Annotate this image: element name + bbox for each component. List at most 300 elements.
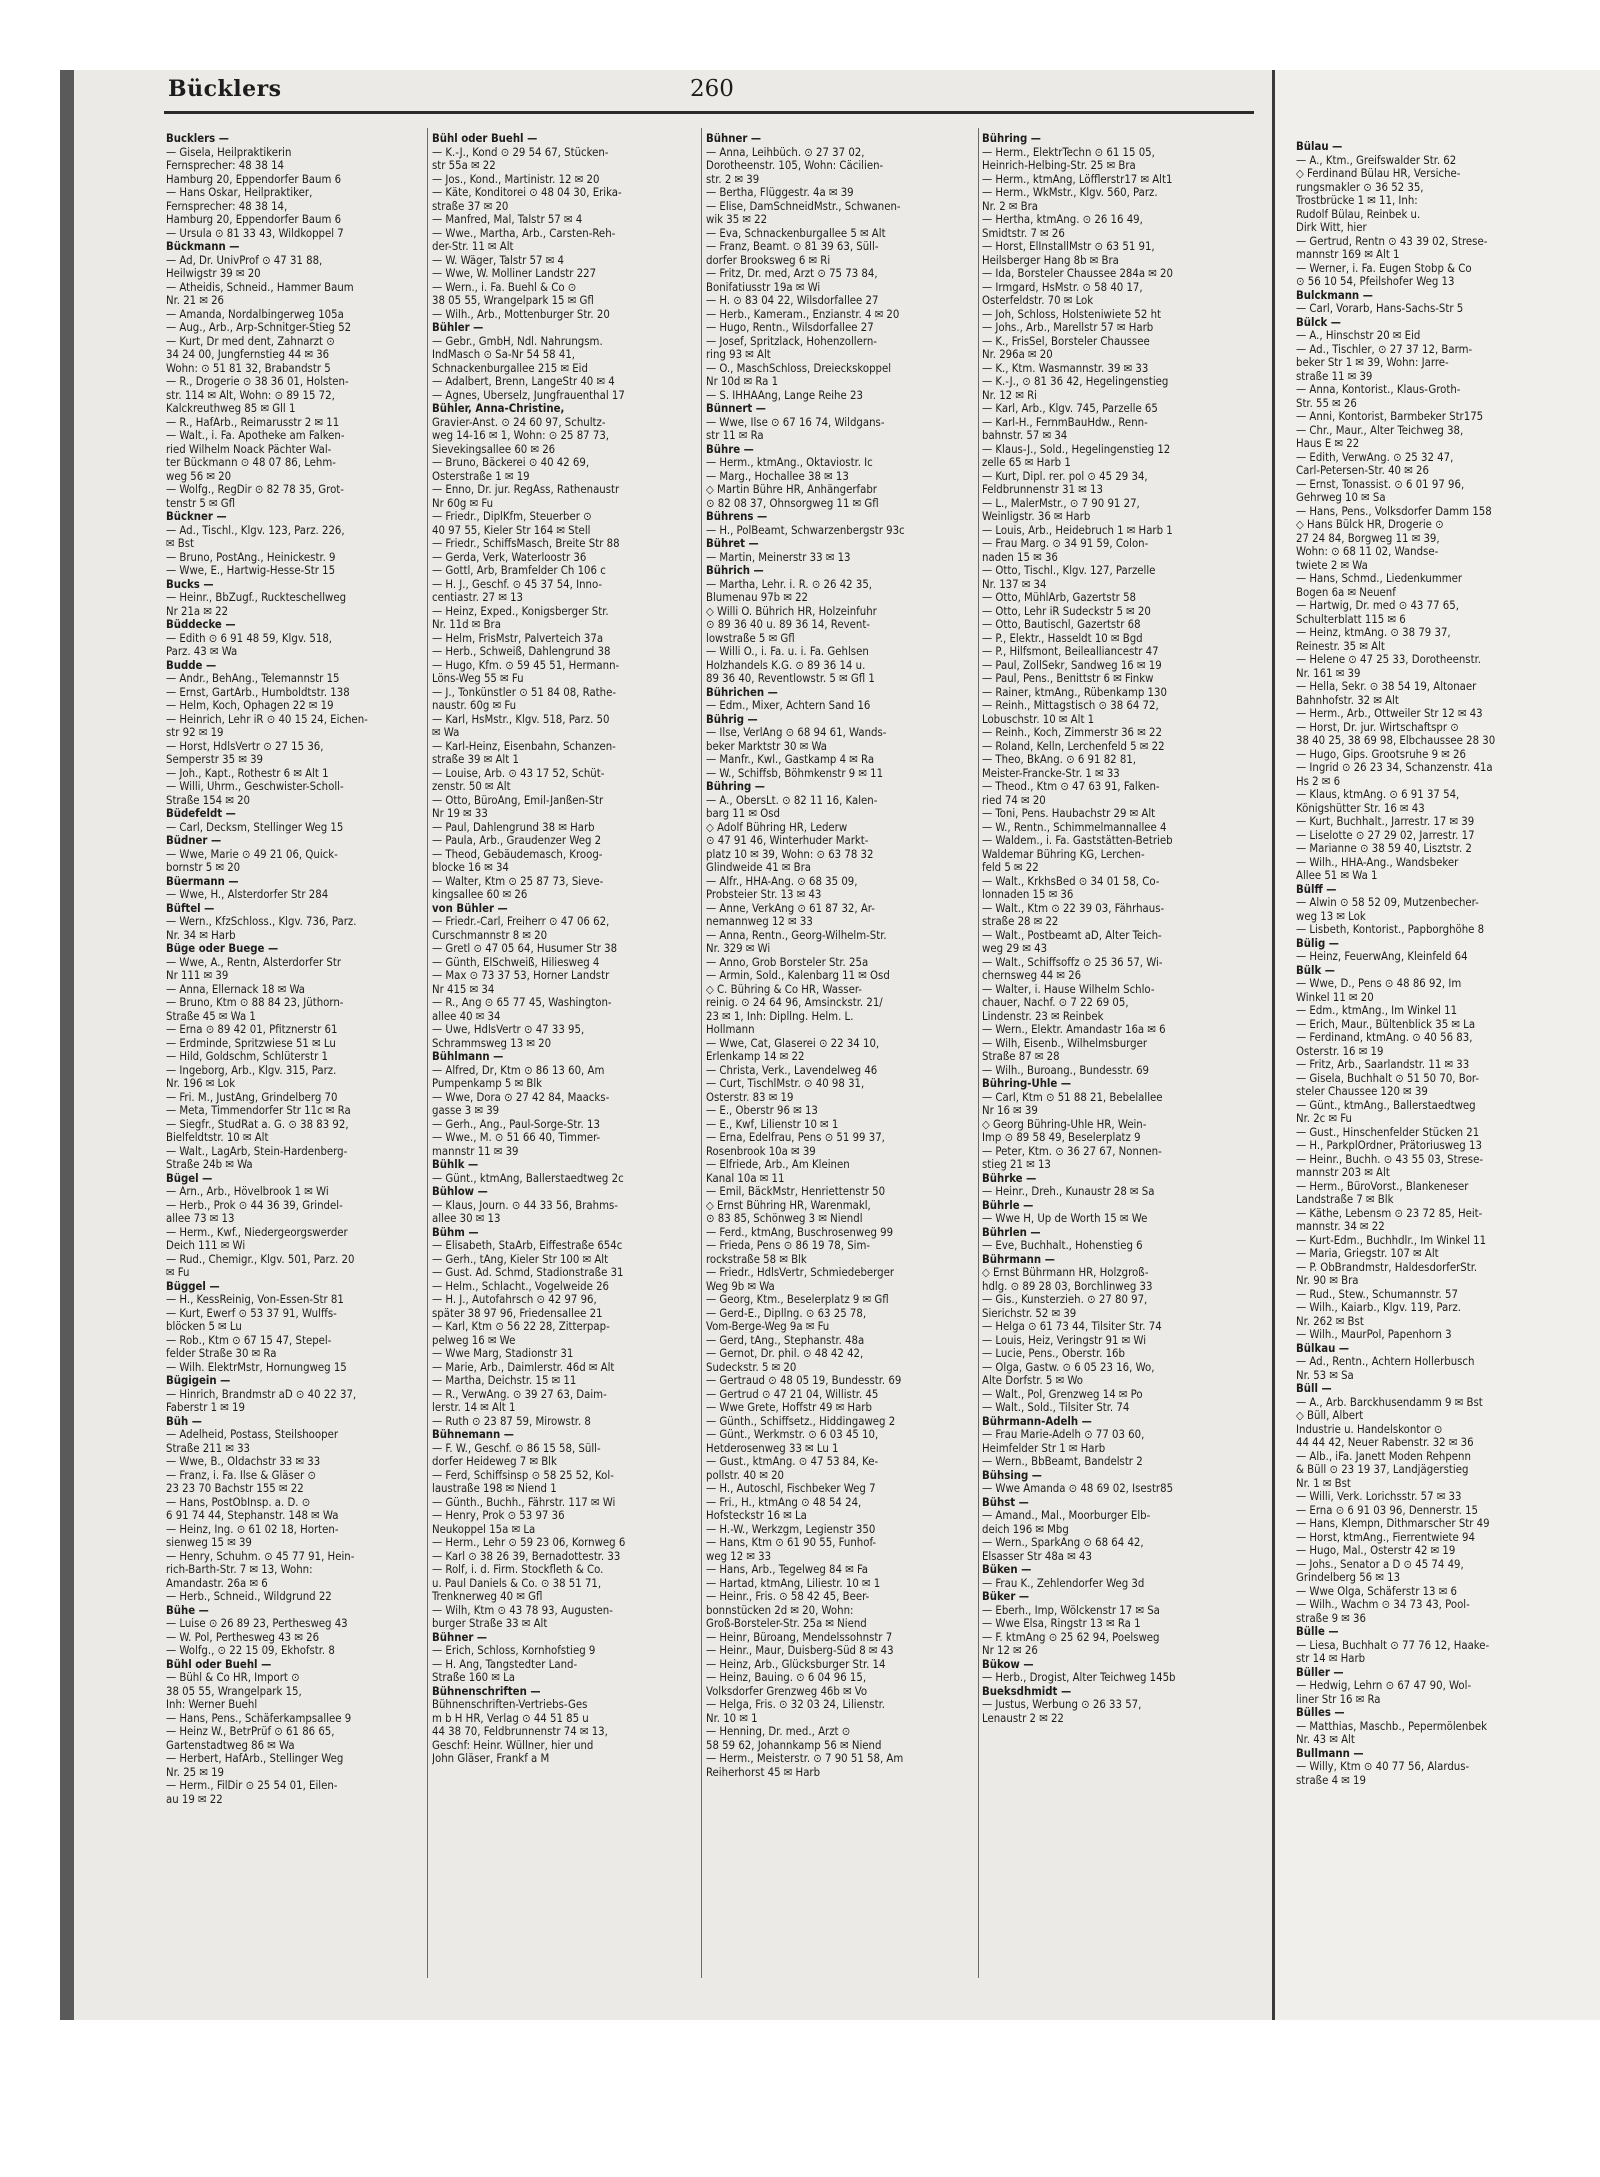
- entry-line: Straße 45 ✉ Wa 1: [166, 1009, 256, 1023]
- entry-line: lerstr. 14 ✉ Alt 1: [432, 1401, 516, 1414]
- entry-line: — Paul, ZollSekr, Sandweg 16 ✉ 19: [982, 658, 1162, 672]
- entry-line: straße 37 ✉ 20: [432, 199, 509, 213]
- entry-line: — Wilh., MaurPol, Papenhorn 3: [1296, 1328, 1452, 1341]
- entry-line: weg 13 ✉ Lok: [1296, 909, 1366, 923]
- entry-line: — Aug., Arb., Arp-Schnitger-Stieg 52: [166, 321, 352, 334]
- entry-heading: Bührmann-Adelh —: [982, 1414, 1092, 1428]
- entry-heading: Bülkau —: [1296, 1341, 1350, 1355]
- entry-line: rich-Barth-Str. 7 ✉ 13, Wohn:: [166, 1563, 313, 1576]
- entry-line: — Karl, Ktm ⊙ 56 22 28, Zitterpap-: [432, 1320, 610, 1333]
- entry-heading: Büken —: [982, 1563, 1032, 1576]
- entry-line: — Gertrud, Rentn ⊙ 43 39 02, Strese-: [1296, 234, 1488, 248]
- entry-line: ◇ Hans Bülck HR, Drogerie ⊙: [1296, 518, 1444, 531]
- entry-line: — Waldem., i. Fa. Gaststätten-Betrieb: [982, 834, 1173, 847]
- entry-line: — R., HafArb., Reimarusstr 2 ✉ 11: [166, 415, 340, 429]
- entry-line: Neukoppel 15a ✉ La: [432, 1522, 536, 1536]
- entry-line: — R., Ang ⊙ 65 77 45, Washington-: [432, 996, 612, 1009]
- entry-line: — Wern., Elektr. Amandastr 16a ✉ 6: [982, 1023, 1166, 1036]
- entry-line: — Willi, Uhrm., Geschwister-Scholl-: [166, 780, 344, 793]
- entry-heading: Bülle —: [1296, 1625, 1339, 1638]
- entry-line: — Herm., Arb., Ottweiler Str 12 ✉ 43: [1296, 707, 1483, 720]
- entry-line: Deich 111 ✉ Wi: [166, 1239, 246, 1252]
- entry-heading: von Bühler —: [432, 901, 508, 915]
- entry-line: Nr. 196 ✉ Lok: [166, 1077, 236, 1090]
- entry-line: ried 74 ✉ 20: [982, 793, 1046, 807]
- entry-line: — Walter, Ktm ⊙ 25 87 73, Sieve-: [432, 874, 604, 888]
- entry-line: Reiherhorst 45 ✉ Harb: [706, 1765, 821, 1779]
- entry-line: — A., Arb. Barckhusendamm 9 ✉ Bst: [1296, 1395, 1483, 1409]
- entry-line: — Ursula ⊙ 81 33 43, Wildkoppel 7: [166, 226, 344, 240]
- entry-line: — Walt., LagArb, Stein-Hardenberg-: [166, 1144, 348, 1158]
- entry-line: Sierichstr. 52 ✉ 39: [982, 1306, 1077, 1320]
- entry-line: — Manfred, Mal, Talstr 57 ✉ 4: [432, 213, 583, 226]
- entry-line: — H. Ang, Tangstedter Land-: [432, 1657, 578, 1671]
- entry-line: — Andr., BehAng., Telemannstr 15: [166, 672, 340, 685]
- entry-line: — Frau K., Zehlendorfer Weg 3d: [982, 1576, 1145, 1590]
- entry-line: — Adelheid, Postass, Steilshooper: [166, 1428, 338, 1441]
- entry-line: Parz. 43 ✉ Wa: [166, 645, 238, 658]
- entry-line: — Curt, TischlMstr. ⊙ 40 98 31,: [706, 1077, 865, 1090]
- entry-line: — Gertraud ⊙ 48 05 19, Bundesstr. 69: [706, 1374, 902, 1387]
- entry-heading: Büdefeldt —: [166, 807, 236, 820]
- entry-line: Nr 111 ✉ 39: [166, 969, 229, 982]
- entry-line: — Elise, DamSchneidMstr., Schwanen-: [706, 199, 901, 213]
- entry-heading: Bühlow —: [432, 1185, 488, 1198]
- entry-line: — Günth., Schiffsetz., Hiddingaweg 2: [706, 1414, 896, 1428]
- entry-line: — Ferd, Schiffsinsp ⊙ 58 25 52, Kol-: [432, 1468, 614, 1482]
- entry-line: — Gebr., GmbH, Ndl. Nahrungsm.: [432, 334, 603, 348]
- entry-line: — Wern., i. Fa. Buehl & Co ⊙: [432, 280, 577, 294]
- entry-line: — W., Schiffsb, Böhmkenstr 9 ✉ 11: [706, 766, 884, 780]
- entry-line: — Hans, Arb., Tegelweg 84 ✉ Fa: [706, 1563, 868, 1576]
- entry-line: — Joh., Kapt., Rothestr 6 ✉ Alt 1: [166, 766, 329, 780]
- entry-heading: Büller —: [1296, 1665, 1344, 1679]
- entry-line: — Herb., Prok ⊙ 44 36 39, Grindel-: [166, 1198, 343, 1212]
- entry-line: — Atheidis, Schneid., Hammer Baum: [166, 280, 354, 294]
- entry-line: straße 9 ✉ 36: [1296, 1611, 1366, 1625]
- entry-line: — Walt., Schiffsoffz ⊙ 25 36 57, Wi-: [982, 955, 1163, 969]
- page-number: 260: [690, 76, 734, 102]
- entry-line: — Carl, Vorarb, Hans-Sachs-Str 5: [1296, 302, 1464, 315]
- entry-line: John Gläser, Frankf a M: [432, 1752, 550, 1765]
- entry-line: gasse 3 ✉ 39: [432, 1104, 500, 1117]
- entry-line: — Martha, Deichstr. 15 ✉ 11: [432, 1374, 577, 1387]
- entry-line: — Marg., Hochallee 38 ✉ 13: [706, 469, 849, 483]
- entry-line: Smidtstr. 7 ✉ 26: [982, 226, 1065, 240]
- entry-line: — Edm., Mixer, Achtern Sand 16: [706, 699, 871, 712]
- entry-line: Erlenkamp 14 ✉ 22: [706, 1050, 805, 1063]
- entry-line: — Arn., Arb., Hövelbrook 1 ✉ Wi: [166, 1185, 329, 1198]
- entry-line: — Gerd-E., Dipllng. ⊙ 63 25 78,: [706, 1306, 867, 1320]
- entry-line: — Rud., Chemigr., Klgv. 501, Parz. 20: [166, 1252, 355, 1266]
- entry-line: — Herm., ktmAng, Löfflerstr17 ✉ Alt1: [982, 172, 1173, 186]
- entry-line: — E., Oberstr 96 ✉ 13: [706, 1104, 818, 1117]
- entry-line: Lindenstr. 23 ✉ Reinbek: [982, 1009, 1104, 1023]
- entry-line: Allee 51 ✉ Wa 1: [1296, 869, 1378, 882]
- entry-line: — Helga, Fris. ⊙ 32 03 24, Lilienstr.: [706, 1698, 885, 1711]
- entry-line: — Friedr., HdlsVertr, Schmiedeberger: [706, 1266, 895, 1279]
- entry-line: Hetderosenweg 33 ✉ Lu 1: [706, 1441, 839, 1455]
- entry-line: Nr. 53 ✉ Sa: [1296, 1368, 1354, 1382]
- entry-line: — Heinz, FeuerwAng, Kleinfeld 64: [1296, 950, 1468, 963]
- entry-line: dorfer Heideweg 7 ✉ Blk: [432, 1455, 557, 1468]
- entry-line: — Fritz, Arb., Saarlandstr. 11 ✉ 33: [1296, 1058, 1470, 1071]
- entry-line: — Walt., Sold., Tilsiter Str. 74: [982, 1401, 1130, 1414]
- entry-line: — Martin, Meinerstr 33 ✉ 13: [706, 550, 851, 564]
- entry-line: lowstraße 5 ✉ Gfl: [706, 631, 795, 645]
- entry-line: Heinrich-Helbing-Str. 25 ✉ Bra: [982, 159, 1136, 172]
- entry-line: — Otto, Bautischl, Gazertstr 68: [982, 618, 1141, 631]
- entry-line: — Herm., Meisterstr. ⊙ 7 90 51 58, Am: [706, 1752, 904, 1765]
- entry-line: straße 4 ✉ 19: [1296, 1773, 1366, 1787]
- entry-line: allee 30 ✉ 13: [432, 1212, 501, 1225]
- entry-line: — Karl, Arb., Klgv. 745, Parzelle 65: [982, 402, 1158, 415]
- entry-line: bonnstücken 2d ✉ 20, Wohn:: [706, 1603, 854, 1617]
- entry-line: — Walt., Ktm ⊙ 22 39 03, Fährhaus-: [982, 901, 1165, 915]
- entry-line: — Käthe, Lebensm ⊙ 23 72 85, Heit-: [1296, 1206, 1483, 1220]
- entry-heading: Bührens —: [706, 510, 768, 523]
- entry-line: — Erna ⊙ 6 91 03 96, Dennerstr. 15: [1296, 1503, 1479, 1517]
- entry-line: ⊙ 82 08 37, Ohnsorgweg 11 ✉ Gfl: [706, 496, 879, 510]
- entry-line: Nr. 161 ✉ 39: [1296, 666, 1361, 680]
- entry-line: nemannweg 12 ✉ 33: [706, 915, 813, 928]
- entry-line: — Ferd., ktmAng, Buschrosenweg 99: [706, 1225, 894, 1239]
- entry-line: Nr. 34 ✉ Harb: [166, 928, 236, 942]
- entry-line: — Walt., Postbeamt aD, Alter Teich-: [982, 928, 1162, 942]
- entry-line: Nr. 10 ✉ 1: [706, 1711, 758, 1725]
- entry-line: — E., Kwf, Lilienstr 10 ✉ 1: [706, 1117, 839, 1131]
- entry-line: Osterstr. 16 ✉ 19: [1296, 1044, 1384, 1058]
- entry-heading: Bühring —: [706, 780, 765, 793]
- entry-line: — Helm, FrisMstr, Palverteich 37a: [432, 631, 604, 645]
- entry-line: — Henning, Dr. med., Arzt ⊙: [706, 1725, 851, 1738]
- entry-line: — K.-J., Kond ⊙ 29 54 67, Stücken-: [432, 145, 609, 159]
- entry-line: — Enno, Dr. jur. RegAss, Rathenaustr: [432, 483, 620, 496]
- entry-line: — Luise ⊙ 26 89 23, Perthesweg 43: [166, 1617, 348, 1630]
- entry-line: — Agnes, Uberselz, Jungfrauenthal 17: [432, 388, 625, 402]
- entry-line: — Paul, Dahlengrund 38 ✉ Harb: [432, 820, 595, 834]
- entry-line: — Amanda, Nordalbingerweg 105a: [166, 307, 344, 321]
- entry-line: — Erna ⊙ 89 42 01, Pfitznerstr 61: [166, 1023, 338, 1036]
- entry-line: Lenaustr 2 ✉ 22: [982, 1711, 1064, 1725]
- entry-line: — H., ParkplOrdner, Prätoriusweg 13: [1296, 1139, 1482, 1152]
- entry-heading: Bucklers —: [166, 132, 229, 145]
- entry-line: — Gottl, Arb, Bramfelder Ch 106 c: [432, 564, 606, 577]
- entry-line: — Jos., Kond., Martinistr. 12 ✉ 20: [432, 172, 600, 186]
- entry-line: mannstr 203 ✉ Alt: [1296, 1166, 1390, 1179]
- entry-line: — Manfr., Kwl., Gastkamp 4 ✉ Ra: [706, 753, 875, 766]
- entry-line: Nr 60g ✉ Fu: [432, 496, 494, 510]
- entry-line: Hollmann: [706, 1023, 755, 1036]
- entry-line: 58 59 62, Johannkamp 56 ✉ Niend: [706, 1738, 882, 1752]
- entry-line: — Gretl ⊙ 47 05 64, Husumer Str 38: [432, 942, 618, 955]
- entry-heading: Büermann —: [166, 874, 239, 888]
- directory-column-4: [982, 132, 1252, 2002]
- entry-line: — L., MalerMstr., ⊙ 7 90 91 27,: [982, 496, 1140, 510]
- entry-heading: Bühnemann —: [432, 1428, 514, 1441]
- entry-line: — Günt., Werkmstr. ⊙ 6 03 45 10,: [706, 1428, 879, 1441]
- entry-line: — Lisbeth, Kontorist., Papborghöhe 8: [1296, 923, 1485, 936]
- entry-line: — Gust., Hinschenfelder Stücken 21: [1296, 1125, 1480, 1139]
- entry-line: — Hugo, Kfm. ⊙ 59 45 51, Hermann-: [432, 658, 620, 672]
- entry-line: Faberstr 1 ✉ 19: [166, 1401, 245, 1414]
- entry-line: — Amand., Mal., Moorburger Elb-: [982, 1509, 1151, 1522]
- entry-line: — Günth, ElSchweiß, Hiliesweg 4: [432, 955, 600, 969]
- entry-line: Schnackenburgallee 215 ✉ Eid: [432, 361, 588, 375]
- entry-line: Gartenstadtweg 86 ✉ Wa: [166, 1738, 295, 1752]
- entry-line: ◇ Martin Bühre HR, Anhängerfabr: [706, 483, 877, 496]
- entry-line: blöcken 5 ✉ Lu: [166, 1320, 242, 1333]
- entry-line: 38 05 55, Wrangelpark 15,: [166, 1684, 302, 1698]
- entry-line: steler Chaussee 120 ✉ 39: [1296, 1085, 1428, 1098]
- entry-line: str 14 ✉ Harb: [1296, 1652, 1366, 1665]
- entry-line: — Peter, Ktm. ⊙ 36 27 67, Nonnen-: [982, 1144, 1162, 1158]
- entry-line: — Heinz, Bauing. ⊙ 6 04 96 15,: [706, 1671, 867, 1684]
- entry-line: — Wwe Olga, Schäferstr 13 ✉ 6: [1296, 1584, 1457, 1598]
- entry-line: zelle 65 ✉ Harb 1: [982, 456, 1071, 469]
- entry-heading: Bührlen —: [982, 1225, 1041, 1239]
- entry-line: — H., Autoschl, Fischbeker Weg 7: [706, 1482, 876, 1495]
- entry-heading: Bühret —: [706, 537, 759, 550]
- entry-line: twiete 2 ✉ Wa: [1296, 558, 1368, 572]
- entry-line: — Hella, Sekr. ⊙ 38 54 19, Altonaer: [1296, 680, 1477, 693]
- directory-column-3: [706, 132, 974, 2002]
- entry-line: ◇ Ferdinand Bülau HR, Versiche-: [1296, 167, 1461, 180]
- entry-line: — Hans, Ktm ⊙ 61 90 55, Funhof-: [706, 1536, 877, 1549]
- entry-line: Heilwigstr 39 ✉ 20: [166, 267, 261, 280]
- entry-line: — Wwe, Cat, Glaserei ⊙ 22 34 10,: [706, 1036, 880, 1050]
- entry-line: — Wwe H, Up de Worth 15 ✉ We: [982, 1212, 1148, 1225]
- entry-line: — H. J., Geschf. ⊙ 45 37 54, Inno-: [432, 577, 603, 591]
- entry-line: chernsweg 44 ✉ 26: [982, 969, 1082, 982]
- entry-line: laustraße 198 ✉ Niend 1: [432, 1482, 557, 1495]
- entry-line: Waldemar Bühring KG, Lerchen-: [982, 847, 1145, 861]
- entry-line: — Wolfg., ⊙ 22 15 09, Ekhofstr. 8: [166, 1644, 335, 1657]
- entry-line: — Wolfg., RegDir ⊙ 82 78 35, Grot-: [166, 483, 344, 496]
- entry-line: — Fri. M., JustAng, Grindelberg 70: [166, 1090, 338, 1104]
- entry-line: — Karl-Heinz, Eisenbahn, Schanzen-: [432, 739, 616, 753]
- entry-line: — Erna, Edelfrau, Pens ⊙ 51 99 37,: [706, 1131, 885, 1144]
- entry-line: blocke 16 ✉ 34: [432, 861, 509, 874]
- entry-line: — Eva, Schnackenburgallee 5 ✉ Alt: [706, 226, 886, 240]
- entry-line: Bonifatiusstr 19a ✉ Wi: [706, 280, 821, 294]
- entry-line: — Klaus, ktmAng. ⊙ 6 91 37 54,: [1296, 788, 1460, 801]
- entry-line: — Ida, Borsteler Chaussee 284a ✉ 20: [982, 267, 1173, 280]
- entry-line: — Heinr., Fris. ⊙ 58 42 45, Beer-: [706, 1590, 870, 1603]
- entry-line: Weg 9b ✉ Wa: [706, 1279, 775, 1293]
- entry-line: weg 12 ✉ 33: [706, 1549, 772, 1563]
- entry-line: kingsallee 60 ✉ 26: [432, 888, 528, 901]
- entry-heading: Bühe —: [166, 1603, 209, 1617]
- entry-line: — Bruno, PostAng., Heinickestr. 9: [166, 550, 336, 564]
- entry-line: — Hedwig, Lehrn ⊙ 67 47 90, Wol-: [1296, 1679, 1472, 1692]
- entry-line: platz 10 ✉ 39, Wohn: ⊙ 63 78 32: [706, 847, 874, 861]
- entry-line: — Ad, Dr. UnivProf ⊙ 47 31 88,: [166, 253, 323, 267]
- entry-heading: Bügigein —: [166, 1374, 231, 1387]
- entry-line: 38 40 25, 38 69 98, Elbchaussee 28 30: [1296, 734, 1496, 747]
- entry-line: mannstr. 34 ✉ 22: [1296, 1220, 1385, 1233]
- entry-line: straße 39 ✉ Alt 1: [432, 753, 519, 766]
- entry-line: Trenknerweg 40 ✉ Gfl: [432, 1590, 543, 1603]
- entry-line: Nr. 2 ✉ Bra: [982, 199, 1039, 213]
- entry-line: allee 40 ✉ 34: [432, 1009, 501, 1023]
- entry-line: — Eve, Buchhalt., Hohenstieg 6: [982, 1239, 1143, 1252]
- entry-line: Reinestr. 35 ✉ Alt: [1296, 639, 1385, 653]
- entry-line: — Hild, Goldschm, Schlüterstr 1: [166, 1050, 328, 1063]
- entry-line: Semperstr 35 ✉ 39: [166, 753, 264, 766]
- entry-line: — Anna, Kontorist., Klaus-Groth-: [1296, 383, 1461, 396]
- entry-line: — Franz, i. Fa. Ilse & Gläser ⊙: [166, 1468, 316, 1482]
- entry-heading: Bülles —: [1296, 1706, 1345, 1719]
- entry-line: — R., VerwAng. ⊙ 39 27 63, Daim-: [432, 1387, 607, 1401]
- entry-line: — Wwe., M. ⊙ 51 66 40, Timmer-: [432, 1131, 601, 1144]
- entry-line: — Kurt-Edm., Buchhdlr., Im Winkel 11: [1296, 1233, 1487, 1247]
- entry-line: Hofsteckstr 16 ✉ La: [706, 1509, 807, 1522]
- entry-line: Meister-Francke-Str. 1 ✉ 33: [982, 766, 1120, 780]
- entry-line: — Wern., KfzSchloss., Klgv. 736, Parz.: [166, 915, 357, 928]
- entry-line: weg 56 ✉ 20: [166, 469, 232, 483]
- entry-line: — A., Ktm., Greifswalder Str. 62: [1296, 153, 1457, 167]
- entry-line: — P., Elektr., Hasseldt 10 ✉ Bgd: [982, 631, 1143, 645]
- entry-line: Hamburg 20, Eppendorfer Baum 6: [166, 213, 342, 226]
- entry-line: ◇ Ernst Bührmann HR, Holzgroß-: [982, 1266, 1149, 1279]
- entry-line: lonnaden 15 ✉ 36: [982, 888, 1074, 901]
- entry-line: chauer, Nachf. ⊙ 7 22 69 05,: [982, 996, 1129, 1009]
- entry-line: barg 11 ✉ Osd: [706, 807, 780, 820]
- entry-line: Nr. 21 ✉ 26: [166, 294, 225, 307]
- entry-line: — Justus, Werbung ⊙ 26 33 57,: [982, 1698, 1142, 1711]
- entry-line: — Ad., Tischler, ⊙ 27 37 12, Barm-: [1296, 342, 1473, 356]
- entry-line: ter Bückmann ⊙ 48 07 86, Lehm-: [166, 456, 336, 469]
- entry-line: — Herm., ktmAng., Oktaviostr. Ic: [706, 456, 873, 469]
- entry-heading: Bühl oder Buehl —: [432, 132, 538, 145]
- entry-heading: Bügel —: [166, 1171, 213, 1185]
- entry-heading: Bückner —: [166, 510, 227, 523]
- entry-line: tenstr 5 ✉ Gfl: [166, 496, 236, 510]
- entry-line: — Frau Marg. ⊙ 34 91 59, Colon-: [982, 537, 1149, 550]
- entry-line: Nr. 43 ✉ Alt: [1296, 1733, 1355, 1746]
- entry-line: — Horst, Dr. jur. Wirtschaftspr ⊙: [1296, 720, 1459, 734]
- entry-line: Industrie u. Handelskontor ⊙: [1296, 1422, 1443, 1436]
- entry-line: — Herb., Kameram., Enzianstr. 4 ✉ 20: [706, 307, 900, 321]
- entry-line: — Josef, Spritzlack, Hohenzollern-: [706, 334, 877, 348]
- entry-heading: Bucks —: [166, 577, 214, 591]
- entry-line: ✉ Bst: [166, 537, 194, 550]
- entry-line: — Christa, Verk., Lavendelweg 46: [706, 1063, 878, 1077]
- entry-line: — Gerh., Ang., Paul-Sorge-Str. 13: [432, 1117, 600, 1131]
- entry-heading: Bühring-Uhle —: [982, 1077, 1072, 1090]
- entry-line: — Erdminde, Spritzwiese 51 ✉ Lu: [166, 1036, 336, 1050]
- entry-line: — Otto, MühlArb, Gazertstr 58: [982, 591, 1137, 604]
- entry-line: — Irmgard, HsMstr. ⊙ 58 40 17,: [982, 280, 1143, 294]
- entry-line: Straße 24b ✉ Wa: [166, 1158, 253, 1171]
- entry-line: — Gisela, Buchhalt ⊙ 51 50 70, Bor-: [1296, 1071, 1480, 1085]
- entry-heading: Budde —: [166, 658, 217, 672]
- entry-line: — Horst, ktmAng., Fierrentwiete 94: [1296, 1530, 1475, 1544]
- entry-heading: Bülk —: [1296, 963, 1335, 977]
- entry-line: — Hans, PostObInsp. a. D. ⊙: [166, 1495, 311, 1509]
- entry-line: stieg 21 ✉ 13: [982, 1158, 1051, 1171]
- entry-line: — Klaus, Journ. ⊙ 44 33 56, Brahms-: [432, 1198, 618, 1212]
- entry-line: — Horst, ElInstallMstr ⊙ 63 51 91,: [982, 240, 1155, 253]
- entry-line: au 19 ✉ 22: [166, 1792, 223, 1806]
- entry-line: straße 28 ✉ 22: [982, 915, 1059, 928]
- entry-line: Nr. 296a ✉ 20: [982, 348, 1053, 361]
- entry-line: naden 15 ✉ 36: [982, 550, 1058, 564]
- entry-heading: Bührle —: [982, 1198, 1034, 1212]
- entry-line: — Otto, Tischl., Klgv. 127, Parzelle: [982, 564, 1156, 577]
- entry-heading: Bührmann —: [982, 1252, 1055, 1266]
- entry-line: Nr. 90 ✉ Bra: [1296, 1274, 1359, 1287]
- entry-line: 34 24 00, Jungfernstieg 44 ✉ 36: [166, 348, 330, 361]
- entry-line: — Fritz, Dr. med, Arzt ⊙ 75 73 84,: [706, 267, 878, 280]
- entry-line: — Wwe, A., Rentn, Alsterdorfer Str: [166, 955, 342, 969]
- entry-line: mannstr 11 ✉ 39: [432, 1144, 519, 1158]
- entry-line: Hs 2 ✉ 6: [1296, 774, 1341, 788]
- entry-line: — Hartad, ktmAng, Liliestr. 10 ✉ 1: [706, 1576, 881, 1590]
- entry-line: — Otto, BüroAng, Emil-Janßen-Str: [432, 793, 604, 807]
- entry-line: Heimfelder Str 1 ✉ Harb: [982, 1441, 1106, 1455]
- entry-line: — Walt., KrkhsBed ⊙ 34 01 58, Co-: [982, 874, 1160, 888]
- entry-line: — Wwe, B., Oldachstr 33 ✉ 33: [166, 1455, 321, 1468]
- entry-line: — Rob., Ktm ⊙ 67 15 47, Stepel-: [166, 1333, 332, 1347]
- entry-line: Nr 415 ✉ 34: [432, 982, 495, 996]
- entry-line: — Helene ⊙ 47 25 33, Dorotheenstr.: [1296, 653, 1481, 666]
- entry-line: Osterfeldstr. 70 ✉ Lok: [982, 294, 1094, 307]
- entry-heading: Bülig —: [1296, 936, 1339, 950]
- entry-line: — Wilh., Buroang., Bundesstr. 69: [982, 1063, 1149, 1077]
- entry-heading: Bührke —: [982, 1171, 1037, 1185]
- entry-line: Dirk Witt, hier: [1296, 221, 1367, 234]
- entry-line: beker Str 1 ✉ 39, Wohn: Jarre-: [1296, 356, 1449, 369]
- entry-line: — Karl-H., FernmBauHdw., Renn-: [982, 415, 1148, 429]
- entry-heading: Bülau —: [1296, 140, 1343, 153]
- entry-line: — Erich, Maur., Bültenblick 35 ✉ La: [1296, 1017, 1476, 1031]
- entry-line: — K., Ktm. Wasmannstr. 39 ✉ 33: [982, 361, 1149, 375]
- entry-line: später 38 97 96, Friedensallee 21: [432, 1306, 603, 1320]
- entry-line: — Friedr., DiplKfm, Steuerber ⊙: [432, 510, 592, 523]
- entry-line: feld 5 ✉ 22: [982, 861, 1039, 874]
- entry-line: str 92 ✉ 19: [166, 726, 224, 739]
- entry-line: Wohn: ⊙ 51 81 32, Brabandstr 5: [166, 361, 331, 375]
- entry-line: Geschf: Heinr. Wüllner, hier und: [432, 1738, 594, 1752]
- entry-line: — Wwe, Dora ⊙ 27 42 84, Maacks-: [432, 1090, 610, 1104]
- entry-line: centiastr. 27 ✉ 13: [432, 591, 524, 604]
- entry-line: — Liesa, Buchhalt ⊙ 77 76 12, Haake-: [1296, 1638, 1490, 1652]
- entry-line: ◇ Adolf Bühring HR, Lederw: [706, 820, 848, 834]
- entry-line: — Willi O., i. Fa. u. i. Fa. Gehlsen: [706, 645, 869, 658]
- column-divider: [701, 128, 702, 1978]
- entry-line: — O., MaschSchloss, Dreieckskoppel: [706, 361, 892, 375]
- entry-line: — Gerh., tAng, Kieler Str 100 ✉ Alt: [432, 1252, 609, 1266]
- entry-heading: Bühler —: [432, 321, 484, 334]
- entry-line: Rudolf Bülau, Reinbek u.: [1296, 207, 1421, 221]
- entry-line: — Willi, Verk. Lorichsstr. 57 ✉ 33: [1296, 1490, 1462, 1503]
- entry-line: Inh: Werner Buehl: [166, 1698, 258, 1711]
- entry-heading: Bühl oder Buehl —: [166, 1657, 272, 1671]
- entry-line: — Bruno, Bäckerei ⊙ 40 42 69,: [432, 456, 590, 469]
- entry-line: — Heinr., Buchh. ⊙ 43 55 03, Strese-: [1296, 1152, 1483, 1166]
- entry-line: Nr. 329 ✉ Wi: [706, 942, 771, 955]
- entry-line: — Heinr., Maur, Duisberg-Süd 8 ✉ 43: [706, 1644, 894, 1657]
- entry-line: Carl-Petersen-Str. 40 ✉ 26: [1296, 464, 1429, 477]
- entry-line: Nr. 2c ✉ Fu: [1296, 1112, 1352, 1125]
- entry-line: — Kurt, Dipl. rer. pol ⊙ 45 29 34,: [982, 469, 1148, 483]
- header-rule: [164, 111, 1254, 114]
- entry-line: wik 35 ✉ 22: [706, 213, 768, 226]
- entry-line: — Hinrich, Brandmstr aD ⊙ 40 22 37,: [166, 1387, 357, 1401]
- entry-line: — Alfr., HHA-Ang. ⊙ 68 35 09,: [706, 874, 858, 888]
